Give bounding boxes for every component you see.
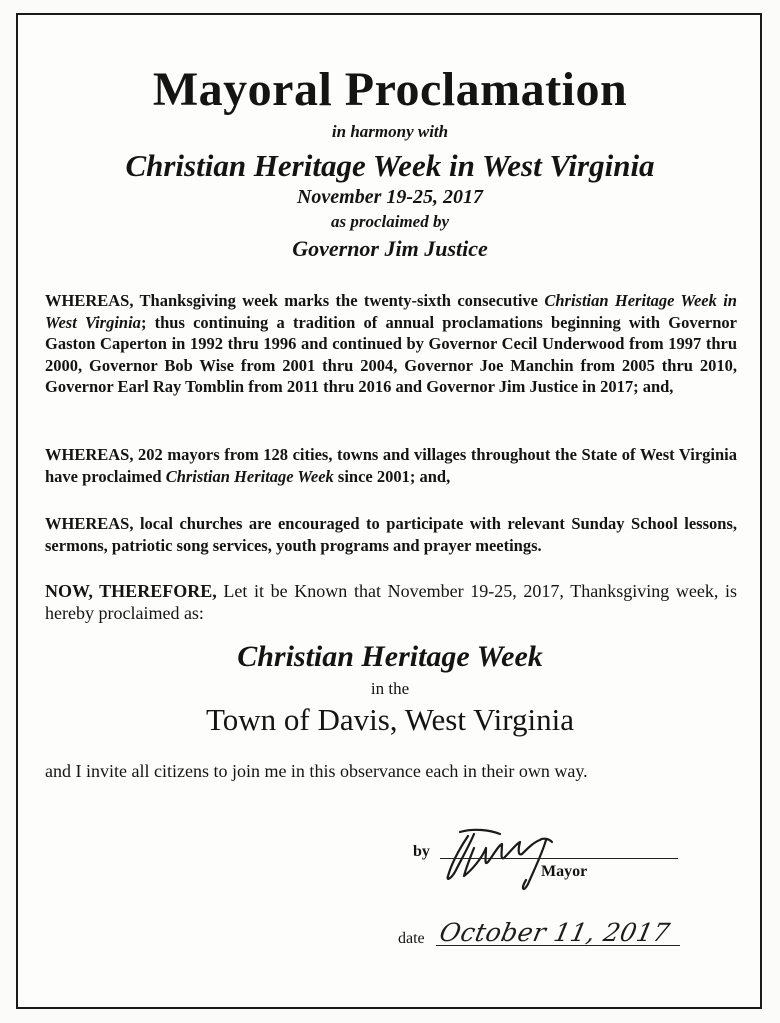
event-dates: November 19-25, 2017 <box>296 186 484 208</box>
paragraph-text: since 2001; and, <box>333 466 451 486</box>
governor-name: Governor Jim Justice <box>292 236 488 261</box>
harmony-line: in harmony with <box>331 122 449 141</box>
date-label: date <box>398 930 425 947</box>
whereas-lead: WHEREAS, <box>45 445 134 464</box>
town-name: Town of Davis, West Virginia <box>205 702 575 737</box>
whereas-lead: WHEREAS, <box>45 514 134 533</box>
paragraph-text: Thanksgiving week marks the twenty-sixth consecutive <box>133 291 545 310</box>
whereas-lead: WHEREAS, <box>45 291 134 310</box>
paragraph-text: 202 mayors from 128 cities, towns and villages throughout the State of West Virginia have proclaimed <box>45 445 737 486</box>
paragraph-text: Let it be Known that November 19-25, 2017, Thanksgiving week, is hereby proclaimed as: <box>45 581 737 623</box>
paragraph-text: ; thus continuing a tradition of annual proclamations beginning with Governor Gaston Caperton in 1992 thru 1996 and continued by Governor Cecil Underwood from 1997 thru 2000, Governor Bob Wise from 2001 thru 2004, Governor Joe Manchin from 2005 thru 2010, Governor Earl Ray Tomblin from 2011 thru 2016 and Governor Jim Justice in 2017; and, <box>45 312 737 396</box>
document-title: Mayoral Proclamation <box>152 63 628 116</box>
date-line <box>436 945 680 946</box>
now-therefore-lead: NOW, THEREFORE, <box>45 581 217 601</box>
event-subtitle: Christian Heritage Week in West Virginia <box>125 148 655 183</box>
mayor-label: Mayor <box>541 863 588 880</box>
proclaimed-by-line: as proclaimed by <box>330 212 450 231</box>
whereas-paragraph-3 <box>45 513 737 556</box>
handwritten-date: October 11, 2017 <box>436 918 673 947</box>
in-the-line: in the <box>370 679 410 698</box>
whereas-paragraph-1 <box>45 290 737 398</box>
heritage-week-title: Christian Heritage Week <box>237 640 543 673</box>
signature-by-label: by <box>413 843 430 860</box>
whereas-paragraph-2 <box>45 444 737 487</box>
emphasis-text: Christian Heritage Week <box>165 466 334 486</box>
emphasis-text: Christian Heritage Week in West Virginia <box>45 291 737 332</box>
invitation-line: and I invite all citizens to join me in this observance each in their own way. <box>45 761 588 781</box>
now-therefore-paragraph <box>45 580 737 624</box>
signature-line <box>440 858 678 859</box>
paragraph-text: local churches are encouraged to participate with relevant Sunday School lessons, sermons, patriotic song services, youth programs and prayer meetings. <box>45 514 737 555</box>
